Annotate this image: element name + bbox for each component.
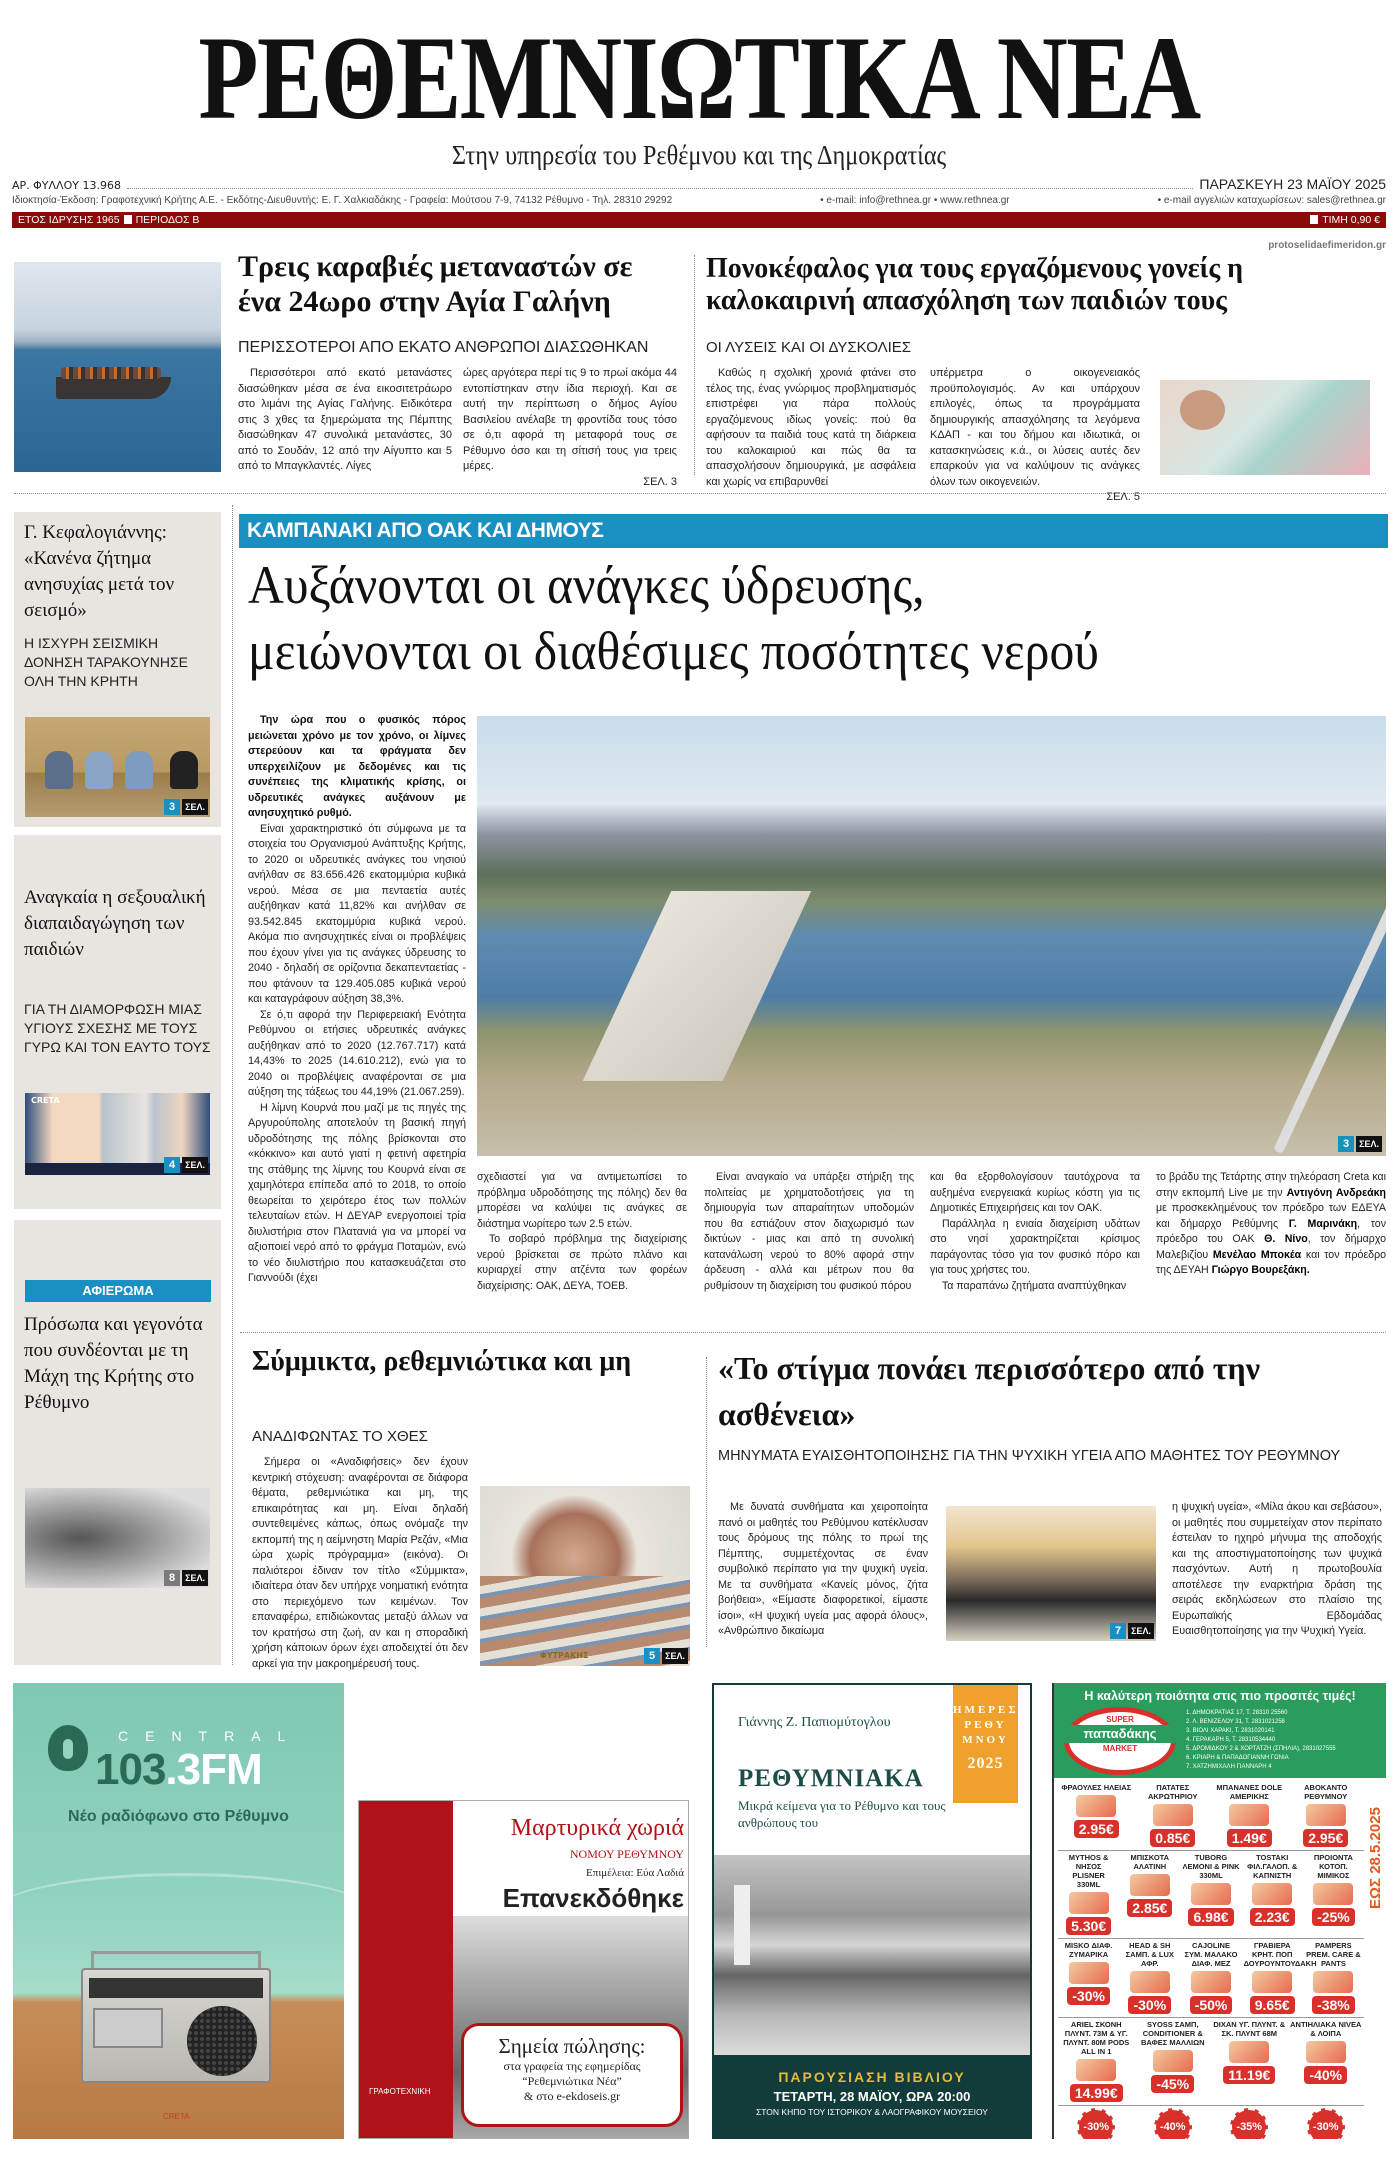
person-shape <box>125 751 153 789</box>
miscellany-headline[interactable]: Σύμμικτα, ρεθεμνιώτικα και μη <box>252 1346 632 1377</box>
product-row <box>1058 1781 1364 1851</box>
store-address: 7. ΧΑΤΖΗΜΙΧΑΛΗ ΓΙΑΝΝΑΡΗ 4 <box>1186 1764 1272 1770</box>
stigma-kicker: ΜΗΝΥΜΑΤΑ ΕΥΑΙΣΘΗΤΟΠΟΙΗΣΗΣ ΓΙΑ ΤΗΝ ΨΥΧΙΚΗ ΥΓΕΙΑ ΑΠΟ ΜΑΘΗΤΕΣ ΤΟΥ ΡΕΘΥΜΝΟΥ <box>718 1448 1341 1464</box>
discount-row <box>1058 2106 1364 2139</box>
photo-caption: ΦΥΤΡΑΚΗΣ <box>540 1651 589 1660</box>
battle-of-crete-headline[interactable]: Πρόσωπα και γεγονότα που συνδέονται με τη Μάχη της Κρήτης στο Ρέθυμνο <box>24 1314 203 1413</box>
lead-body-col2 <box>477 1170 687 1294</box>
discount-badge: -40% <box>1154 2108 1192 2139</box>
product-row <box>1058 1939 1364 2018</box>
product-price: 5.30€ <box>1066 1917 1111 1935</box>
tribute-label: ΑΦΙΕΡΩΜΑ <box>25 1280 211 1302</box>
product-row <box>1058 2018 1364 2106</box>
spacer <box>14 827 119 835</box>
product-name: ΜΠΑΝΑΝΕΣ DOLE ΑΜΕΡΙΚΗΣ <box>1216 1783 1283 1801</box>
freq-suffix: .3FM <box>165 1745 262 1794</box>
product-name: SYOSS ΣΑΜΠ, CONDITIONER & ΒΑΦΕΣ ΜΑΛΛΙΩΝ <box>1140 2020 1205 2047</box>
ads-contact-info[interactable]: • e-mail αγγελιών καταχωρίσεων: sales@rethnea.gr <box>1157 195 1386 206</box>
product-image <box>1252 1883 1292 1905</box>
migrants-body-col1 <box>238 366 452 475</box>
meeting-photo[interactable] <box>25 717 210 817</box>
supermarket-slogan: Η καλύτερη ποιότητα στις πιο προσιτές τιμές! <box>1084 1689 1356 1703</box>
stigma-body-col1 <box>718 1500 928 1640</box>
period-label: ΠΕΡΙΟΔΟΣ Β <box>135 214 200 226</box>
product-price: -40% <box>1304 2066 1347 2084</box>
page-number: 3 <box>164 799 180 815</box>
product-image <box>1313 1971 1353 1993</box>
radio-logo-icon <box>48 1725 88 1771</box>
paragraph: Περισσότεροι από εκατό μετανάστες διασώθηκαν μέσα σε ένα εικοσιτετράωρο στο λιμάνι της Αγίας Γαλήνης. Ειδικότερα στις 3 χθες τα ξημερώματα της Πέμπτης διασώθηκαν 47 συνολικά μετανάστες, 30 από το Σουδάν, 12 από την Αίγυπτο και 5 από το Μπαγκλαντές. Λίγες <box>238 367 452 472</box>
product-offer[interactable] <box>1303 1853 1364 1927</box>
page-ref-badge[interactable] <box>164 1570 208 1586</box>
radio-station-ad[interactable] <box>13 1683 344 2139</box>
event-venue: ΣΤΟΝ ΚΗΠΟ ΤΟΥ ΙΣΤΟΡΙΚΟΥ & ΛΑΟΓΡΑΦΙΚΟΥ ΜΟΥΣΕΙΟΥ <box>756 2107 988 2117</box>
product-name: ΓΡΑΒΙΕΡΑ ΚΡΗΤ. ΠΟΠ ΔΟΥΡΟΥΝΤΟΥΔΑΚΗ <box>1243 1941 1317 1968</box>
product-price: -50% <box>1190 1996 1233 2014</box>
product-offer[interactable] <box>1242 1941 1317 2015</box>
summer-kids-kicker: ΟΙ ΛΥΣΕΙΣ ΚΑΙ ΟΙ ΔΥΣΚΟΛΙΕΣ <box>706 339 912 356</box>
earthquake-kicker: Η ΙΣΧΥΡΗ ΣΕΙΣΜΙΚΗ ΔΟΝΗΣΗ ΤΑΡΑΚΟΥΝΗΣΕ ΟΛΗ ΤΗΝ ΚΡΗΤΗ <box>24 635 188 689</box>
product-price: -25% <box>1312 1908 1355 1926</box>
product-image <box>1130 1971 1170 1993</box>
newspaper-title[interactable]: ΡΕΘΕΜΝΙΩΤΙΚΑ ΝΕΑ <box>198 11 1200 144</box>
lead-body-col4 <box>930 1170 1140 1294</box>
column-divider <box>694 255 695 475</box>
reissued-label: Επανεκδόθηκε <box>502 1883 684 1913</box>
contact-info[interactable]: • e-mail: info@rethnea.gr • www.rethnea.gr <box>820 195 1010 206</box>
column-divider <box>706 1357 707 1647</box>
product-image <box>1153 1804 1193 1826</box>
lead-body-col1 <box>248 713 466 1287</box>
paragraph: και θα εξορθολογίσουν ταυτόχρονα τα αυξημένα ενεργειακά κυρίως κόστη για τις Δημοτικές Επιχειρήσεις και τον ΟΑΚ. <box>930 1171 1140 1214</box>
paragraph: Το σοβαρό πρόβλημα της διαχείρισης νερού βρίσκεται σε πρώτο πλάνο και κυριαρχεί στην ατζέντα των φορέων διαχείρισης: ΟΑΚ, ΔΕΥΑ, ΤΟΕΒ. <box>477 1233 687 1292</box>
product-name: ΑΒΟΚΑΝΤΟ ΡΕΘΥΜΝΟΥ <box>1304 1783 1348 1801</box>
kids-crafts-photo[interactable] <box>1160 380 1370 475</box>
paragraph: ώρες αργότερα περί τις 9 το πρωί ακόμα 44 εντοπίστηκαν στην ίδια περιοχή. Και σε αυτή την περίπτωση ο δήμος Αγίου Βασιλείου ανέλαβε τη φροντίδα τους τόσο σε ό,τι αφορά τη μεταφορά τους σε Ρέθυμνο όσο και τη σίτισή τους για τρεις μέρες. <box>463 367 677 472</box>
radio-tagline: Νέο ραδιόφωνο στο Ρέθυμνο <box>68 1808 289 1825</box>
dam-reservoir-photo[interactable] <box>477 716 1386 1156</box>
summer-kids-page-ref[interactable]: ΣΕΛ. 5 <box>1106 491 1140 503</box>
martyr-villages-book-ad[interactable] <box>358 1800 689 2139</box>
book-title: ΡΕΘΥΜΝΙΑΚΑ <box>738 1765 924 1792</box>
product-price: -38% <box>1312 1996 1355 2014</box>
boat-shape <box>56 377 171 399</box>
product-offer[interactable] <box>1211 2020 1288 2085</box>
product-price: 14.99€ <box>1070 2084 1123 2102</box>
product-name: HEAD & SH ΣΑΜΠ. & LUX ΑΦΡ. <box>1125 1941 1174 1968</box>
store-address: 6. ΚΡΙΑΡΗ & ΠΑΠΑΔΟΓΙΑΝΝΗ ΓΩΝΙΑ <box>1186 1755 1289 1761</box>
product-image <box>1153 2050 1193 2072</box>
old-harbor-photo <box>714 1855 1030 2055</box>
paragraph: Σε ό,τι αφορά την Περιφερειακή Ενότητα Ρεθύμνου οι ετήσιες υδρευτικές ανάγκες αυξήθηκαν από το 2020 (12.767.717) κατά 14,43% το 2025 (14.610.212), ενώ για το 2040 οι προβλέψεις αναφέρονται σε μια αύξηση της τάξεως του 44,19% (21.067.259). <box>248 1008 466 1098</box>
product-name: DIXAN ΥΓ. ΠΛΥΝΤ. & ΣΚ. ΠΛΥΝΤ 68Μ <box>1213 2020 1286 2038</box>
store-list <box>1186 1709 1382 1772</box>
student-march-photo[interactable] <box>946 1506 1156 1641</box>
issue-number: ΑΡ. ΦΥΛΛΟΥ 13.968 <box>12 179 121 192</box>
book-author: Γιάννης Ζ. Παπιομύτογλου <box>738 1715 891 1730</box>
product-offer[interactable] <box>1119 1853 1180 1918</box>
product-image <box>1191 1971 1231 1993</box>
paragraph: Είναι αναγκαίο να υπάρξει στήριξη της πολιτείας με χρηματοδοτήσεις για τη δημιουργία των απαραίτητων υποδομών που θα εστιάζουν στον διαχωρισμό των δικτύων - μιας και από τη συνολική κατανάλωση νερού το 80% αφορά στην άρδευση - αλλά και μέτρων που θα ρυθμίσουν τη διαχείριση του φυσικού πόρου <box>704 1171 914 1292</box>
sidebar-item-battle-of-crete[interactable] <box>14 1220 221 1665</box>
person-shape <box>85 751 113 789</box>
badge-line: ΜΝΟΥ <box>962 1734 1009 1746</box>
lead-kicker: ΚΑΜΠΑΝΑΚΙ ΑΠΟ ΟΑΚ ΚΑΙ ΔΗΜΟΥΣ <box>239 514 1388 548</box>
store-address: 2. Λ. ΒΕΝΙΖΕΛΟΥ 31, Τ. 2831021258 <box>1186 1719 1285 1725</box>
square-bullet-icon <box>124 215 132 224</box>
page-ref-badge[interactable] <box>1110 1623 1154 1639</box>
product-image <box>1076 2059 1116 2081</box>
lighthouse-shape <box>734 1885 750 1965</box>
battle-photo[interactable] <box>25 1488 210 1588</box>
issue-row <box>12 178 1386 192</box>
product-price: 1.49€ <box>1227 1829 1272 1847</box>
product-price: 2.85€ <box>1127 1899 1172 1917</box>
product-price: 0.85€ <box>1150 1829 1195 1847</box>
lead-headline-line2: μειώνονται οι διαθέσιμες ποσότητες νερού <box>248 621 1099 681</box>
product-price: 2.95€ <box>1074 1820 1119 1838</box>
event-title: ΠΑΡΟΥΣΙΑΣΗ ΒΙΒΛΙΟΥ <box>778 2069 966 2085</box>
migrants-page-ref[interactable]: ΣΕΛ. 3 <box>643 475 677 488</box>
lead-body-col5 <box>1156 1170 1386 1279</box>
radio-host-photo[interactable] <box>480 1486 690 1666</box>
text: και τον πρόεδρο της ΔΕΥΑΗ <box>1156 1248 1386 1276</box>
sales-title: Σημεία πώλησης: <box>498 2034 646 2058</box>
product-image <box>1313 1883 1353 1905</box>
founding-info <box>18 214 199 226</box>
page-number: 4 <box>164 1157 180 1173</box>
person-name: Αντιγόνη Ανδρεάκη <box>1286 1186 1386 1199</box>
logo-bottom: MARKET <box>1102 1744 1138 1753</box>
days-of-rethymno-badge <box>953 1685 1018 1803</box>
product-offer[interactable] <box>1211 1783 1288 1848</box>
lead-body-col3 <box>704 1170 914 1294</box>
discount-badge: -30% <box>1307 2108 1345 2139</box>
hand-shape <box>1180 390 1225 430</box>
paragraph: σχεδιαστεί για να αντιμετωπίσει το πρόβλημα υδροδότησης της πόλης) δεν θα μπορέσει να καλύψει τις ανάγκες σε διάστημα νωρίτερο των 2.5 ετών. <box>477 1171 687 1230</box>
paragraph: υπέρμετρα ο οικογενειακός προϋπολογισμός. Αν και υπάρχουν επιλογές, όπως τα προγράμματα δημιουργικής απασχόλησης τα λεγόμενα ΚΔΑΠ - και του δήμου και ιδιωτικά, οι κατασκηνώσεις κ.ά., οι λύσεις αυτές δεν επαρκούν για να καλύψουν τις ανάγκες όλων των οικογενειών. <box>930 367 1140 488</box>
price-info <box>1306 214 1380 226</box>
sales-line: “Ρεθεμνιώτικα Νέα” <box>522 2074 622 2088</box>
cassette-deck <box>93 2008 163 2048</box>
product-offer[interactable] <box>1135 1783 1212 1848</box>
dotted-rule <box>127 188 1193 189</box>
product-offer[interactable] <box>1288 2020 1365 2085</box>
logo-top: SUPER <box>1106 1715 1134 1724</box>
page-number: 3 <box>1338 1136 1354 1152</box>
person-name: Γιώργο Βουρεξάκη. <box>1211 1264 1310 1276</box>
section-divider <box>14 493 1386 494</box>
page-label: ΣΕΛ. <box>1128 1623 1154 1639</box>
page-number: 7 <box>1110 1623 1126 1639</box>
sidebar-item-sex-education[interactable] <box>14 835 221 1209</box>
sidebar-item-earthquake[interactable] <box>14 512 221 827</box>
square-bullet-icon <box>1310 215 1318 224</box>
product-price: -30% <box>1128 1996 1171 2014</box>
store-address: 1. ΔΗΜΟΚΡΑΤΙΑΣ 17, Τ. 28310 25560 <box>1186 1710 1288 1716</box>
product-offer[interactable] <box>1058 1941 1119 2006</box>
product-image <box>1191 1883 1231 1905</box>
sales-line[interactable]: & στο e-ekdoseis.gr <box>523 2089 621 2103</box>
speaker-grille <box>187 2006 257 2076</box>
event-datetime: ΤΕΤΑΡΤΗ, 28 ΜΑΪΟΥ, ΩΡΑ 20:00 <box>773 2089 971 2104</box>
text: το βράδυ της Τετάρτης στην τηλεόραση Creta και στην εκπομπή Live με την <box>1156 1171 1386 1199</box>
product-image <box>1252 1971 1292 1993</box>
product-name: TOSTAKI ΦΙΛ.ΓΑΛΟΠ. & ΚΑΠΝΙΣΤΗ <box>1247 1853 1298 1880</box>
product-image <box>1069 1962 1109 1984</box>
product-name: MISKO ΔΙΑΦ. ΖΥΜΑΡΙΚΑ <box>1064 1941 1113 1959</box>
sponsor-logo: CRETA <box>163 2112 190 2121</box>
text: , τον πρόεδρο του ΟΑΚ <box>1156 1217 1386 1245</box>
paragraph: Με δυνατά συνθήματα και χειροποίητα πανό οι μαθητές του Ρεθύμνου κατέκλυσαν τους δρόμους της πόλης το πρωί της Πέμπτης, συμμετέχοντας σε έναν συμβολικό περίπατο για την ψυχική υγεία. Με τα συνθήματα «Κανείς μόνος, ζήτα βοήθεια», «Είμαστε διαφορετικοί, είμαστε ίσοι», «Η ψυχική υγεία μας αφορά όλους», «Ανθρώπινο δικαίωμα <box>718 1501 928 1637</box>
book-editor: Επιμέλεια: Εύα Λαδιά <box>586 1867 684 1879</box>
product-price: -45% <box>1151 2075 1194 2093</box>
stigma-body-col2 <box>1172 1500 1382 1640</box>
lead-headline-line1: Αυξάνονται οι ανάγκες ύδρευσης, <box>248 555 925 615</box>
person-shape <box>45 751 73 789</box>
summer-kids-body-col2 <box>930 366 1140 506</box>
page-label: ΣΕΛ. <box>182 799 208 815</box>
miscellany-kicker: ΑΝΑΔΙΦΩΝΤΑΣ ΤΟ ΧΘΕΣ <box>252 1428 428 1445</box>
column-divider <box>232 505 233 1665</box>
page-number: 5 <box>644 1648 660 1664</box>
page-ref-badge[interactable] <box>164 1157 208 1173</box>
product-offer[interactable] <box>1058 2020 1135 2103</box>
cassette-radio-icon <box>81 1968 271 2083</box>
product-offer[interactable] <box>1288 1783 1365 1848</box>
book-title: Μαρτυρικά χωριά <box>510 1815 684 1841</box>
product-offer[interactable] <box>1135 2020 1212 2094</box>
earthquake-headline[interactable]: Γ. Κεφαλογιάννης: «Κανένα ζήτημα ανησυχίας μετά τον σεισμό» <box>24 522 175 621</box>
page-label: ΣΕΛ. <box>1356 1136 1382 1152</box>
price-label: ΤΙΜΗ 0,90 € <box>1322 214 1380 226</box>
product-offer[interactable] <box>1058 1853 1119 1936</box>
product-name: MYTHOS & ΝΗΣΟΣ PLISNER 330ML <box>1068 1853 1109 1889</box>
product-name: ARIEL ΣΚΟΝΗ ΠΛΥΝΤ. 73Μ & ΥΓ. ΠΛΥΝΤ. 80Μ PODS ALL IN 1 <box>1063 2020 1130 2056</box>
sales-line: στα γραφεία της εφημερίδας <box>503 2059 641 2073</box>
points-of-sale-box <box>461 2023 683 2127</box>
product-name: PAMPERS PREM. CARE & PANTS <box>1306 1941 1361 1968</box>
badge-line: ΗΜΕΡΕΣ <box>953 1704 1019 1716</box>
product-name: CAJOLINE ΣΥΜ. ΜΑΛΑΚΟ ΔΙΑΦ. ΜΕΖ <box>1184 1941 1238 1968</box>
store-address: 3. ΒΙΟΛΙ ΧΑΡΑΚΙ, Τ. 2831020141 <box>1186 1728 1275 1734</box>
paragraph <box>1156 1170 1386 1279</box>
migrants-headline[interactable]: Τρεις καραβιές μεταναστών σε ένα 24ωρο στην Αγία Γαλήνη <box>238 250 633 318</box>
issue-date: ΠΑΡΑΣΚΕΥΗ 23 ΜΑΪΟΥ 2025 <box>1199 176 1386 192</box>
product-name: ΦΡΑΟΥΛΕΣ ΗΛΕΙΑΣ <box>1061 1783 1132 1792</box>
road-shape <box>1273 878 1386 1154</box>
person-name: Μενέλαο Μποκέα <box>1212 1248 1302 1261</box>
product-offer[interactable] <box>1180 1941 1241 2015</box>
page-ref-badge[interactable] <box>644 1648 688 1664</box>
person-name: Γ. Μαρινάκη <box>1288 1217 1358 1230</box>
radio-brand: CENTRAL <box>118 1728 303 1744</box>
product-image <box>1229 2041 1269 2063</box>
supermarket-logo <box>1064 1707 1176 1775</box>
product-price: 6.98€ <box>1188 1908 1233 1926</box>
product-image <box>1076 1795 1116 1817</box>
product-image <box>1130 1874 1170 1896</box>
product-image <box>1306 2041 1346 2063</box>
founded-year: ΕΤΟΣ ΙΔΡΥΣΗΣ 1965 <box>18 214 120 226</box>
source-credit: protoselidaefimeridon.gr <box>1268 240 1386 251</box>
sex-education-kicker: ΓΙΑ ΤΗ ΔΙΑΜΟΡΦΩΣΗ ΜΙΑΣ ΥΓΙΟΥΣ ΣΧΕΣΗΣ ΜΕ ΤΟΥΣ ΓΥΡΩ ΚΑΙ ΤΟΝ ΕΑΥΤΟ ΤΟΥΣ <box>24 1001 211 1055</box>
freq-number: 103 <box>95 1745 166 1794</box>
product-offer[interactable] <box>1303 1941 1364 2015</box>
store-address: 5. ΔΡΟΜΙΔΚΟΥ 2 & ΧΟΡΤΑΤΖΗ (ΣΠΗΛΙΑ), 2831027555 <box>1186 1746 1336 1752</box>
tv-show-screenshot[interactable] <box>25 1093 210 1175</box>
product-price: 2.95€ <box>1303 1829 1348 1847</box>
page-label: ΣΕΛ. <box>662 1648 688 1664</box>
ownership-info: Ιδιοκτησία-Έκδοση: Γραφοτεχνική Κρήτης Α.Ε. - Εκδότης-Διευθυντής: Ε. Γ. Χαλκιαδάκης - Γραφεία: Μούτσου 7-9, 74132 Ρέθυμνο - Τηλ. 28310 29292 <box>12 195 673 206</box>
text: με προσκεκλημένους τον πρόεδρο των ΕΔΕΥΑ και δήμαρχο Ρεθύμνης <box>1156 1202 1386 1230</box>
product-price: 2.23€ <box>1250 1908 1295 1926</box>
product-name: ΜΠΙΣΚΟΤΑ ΑΛΑΤΙΝΗ <box>1130 1853 1170 1871</box>
supermarket-ad[interactable] <box>1052 1683 1386 2139</box>
migrant-boat-photo[interactable] <box>14 262 221 472</box>
product-image <box>1069 1892 1109 1914</box>
paragraph: Καθώς η σχολική χρονιά φτάνει στο τέλος της, ένας γνώριμος προβληματισμός επιστρέφει για πάρα πολλούς εργαζόμενους ιδίως γονείς: πού θα αφήσουν τα παιδιά τους κατά τη διάρκεια του καλοκαιριού και πώς θα τα απασχολήσουν δημιουργικά, με ασφάλεια και χωρίς να επιβαρυνθεί <box>706 367 916 488</box>
migrants-kicker: ΠΕΡΙΣΣΟΤΕΡΟΙ ΑΠΟ ΕΚΑΤΟ ΑΝΘΡΩΠΟΙ ΔΙΑΣΩΘΗΚΑΝ <box>238 339 649 356</box>
stigma-headline[interactable]: «Το στίγμα πονάει περισσότερο από την ασθένεια» <box>718 1350 1260 1432</box>
event-details <box>714 2055 1030 2139</box>
discount-badge: -35% <box>1230 2108 1268 2139</box>
product-name: ΠΑΤΑΤΕΣ ΑΚΡΩΤΗΡΙΟΥ <box>1147 1783 1198 1801</box>
product-price: 11.19€ <box>1223 2066 1275 2084</box>
section-divider <box>240 1332 1386 1333</box>
miscellany-body <box>252 1455 468 1672</box>
logo-name: παπαδάκης <box>1059 1725 1181 1743</box>
radio-frequency <box>95 1745 262 1795</box>
tuner-panel <box>89 1978 263 1998</box>
page-number: 8 <box>164 1570 180 1586</box>
sex-education-headline[interactable]: Αναγκαία η σεξουαλική διαπαιδαγώγηση των παιδιών <box>24 887 206 960</box>
lead-intro: Την ώρα που ο φυσικός πόρος μειώνεται χρόνο με τον χρόνο, οι λίμνες στερεύουν και τα φράγματα δεν υπερχειλίζουν με δεδομένες και τις συνέπειες της κλιματικής κρίσης, οι υδρευτικές ανάγκες αυξάνουν με ανησυχητικό ρυθμό. <box>248 714 466 819</box>
page-label: ΣΕΛ. <box>182 1570 208 1586</box>
product-name: TUBORG ΛΕΜΟΝΙ & PINK 330ML <box>1182 1853 1240 1880</box>
paragraph: Τα παραπάνω ζητήματα αναπτύχθηκαν <box>942 1279 1127 1292</box>
person-shape <box>170 751 198 789</box>
summer-kids-headline[interactable]: Πονοκέφαλος για τους εργαζόμενους γονείς η καλοκαιρινή απασχόληση των παιδιών τους <box>706 253 1244 317</box>
newspaper-tagline: Στην υπηρεσία του Ρεθέμνου και της Δημοκρατίας <box>451 140 947 170</box>
store-address: 4. ΓΕΡΑΚΑΡΗ 5, Τ. 28310534440 <box>1186 1737 1276 1743</box>
paragraph: η ψυχική υγεία», «Μίλα άκου και σεβάσου», οι μαθητές που συμμετείχαν στον περίπατο έστειλαν το ηχηρό μήνυμα της αποδοχής και της αποστιγματοποίησης των ψυχικά πασχόντων. Αυτή η πρωτοβουλία αποτέλεσε την εναρκτήρια δράση της σειράς εκδηλώσεων στο πλαίσιο της Ευρωπαϊκής Εβδομάδας Ευαισθητοποίησης για την Ψυχική Υγεία. <box>1172 1501 1382 1637</box>
tv-channel-logo: CRETA <box>31 1096 60 1105</box>
masthead <box>0 0 1398 232</box>
product-grid <box>1058 1781 1364 2137</box>
spacer <box>14 1209 119 1220</box>
paragraph: Η λίμνη Κουρνά που μαζί με τις πηγές της Αργυρούπολης αποτελούν τη βασική πηγή υδροδότησης της πόλης βρίσκονται στο «κόκκινο» και αυτό γιατί η φετινή αφετηρία της στάθμης της λίμνης του Κουρνά είναι σε χαμηλότερα επίπεδα από το 2018, το οποίο θεωρείται το χειρότερο έτος των πολλών τελευταίων ετών. Η ΔΕΥΑΡ ενεργοποιεί τρία διυλιστήρια στον Πλατανιά για να μπορεί να αξιοποιεί νερό από το φράγμα Ποταμών, ενώ το νέο διυλιστήριο που κατασκευάζεται στο Γιαννούδι (έχει <box>248 1101 466 1284</box>
product-offer[interactable] <box>1242 1853 1303 1927</box>
product-image <box>1306 1804 1346 1826</box>
product-price: 9.65€ <box>1250 1996 1295 2014</box>
publisher-logo: ΓΡΑΦΟΤΕΧΝΙΚΗ <box>369 2087 431 2096</box>
paragraph: Παράλληλα η ενιαία διαχείριση υδάτων στο νησί χαρακτηρίζεται κρίσιμος παράγοντας τόσο για τον φυσικό πόρο και για τους χρήστες του. <box>930 1217 1140 1276</box>
product-offer[interactable] <box>1058 1783 1135 1839</box>
product-image <box>1229 1804 1269 1826</box>
book-subtitle: ΝΟΜΟΥ ΡΕΘΥΜΝΟΥ <box>569 1847 684 1861</box>
summer-kids-body-col1 <box>706 366 916 490</box>
founding-bar <box>12 212 1386 228</box>
page-ref-badge[interactable] <box>164 799 208 815</box>
product-row <box>1058 1851 1364 1939</box>
badge-year: 2025 <box>967 1755 1004 1772</box>
product-offer[interactable] <box>1119 1941 1180 2015</box>
publisher-info-row <box>12 195 1386 206</box>
offer-valid-until: ΕΩΣ 28.5.2025 <box>1367 1807 1384 1909</box>
rethymniaka-book-presentation-ad[interactable] <box>712 1683 1032 2139</box>
badge-line: ΡΕΘΥ <box>964 1719 1007 1731</box>
person-name: Θ. Νίνο <box>1264 1233 1308 1245</box>
text: , τον δήμαρχο Μαλεβιζίου <box>1156 1233 1386 1261</box>
dam-shape <box>583 891 812 1081</box>
lead-headline[interactable] <box>248 552 1306 684</box>
page-label: ΣΕΛ. <box>182 1157 208 1173</box>
product-offer[interactable] <box>1180 1853 1241 1927</box>
product-name: ΑΝΤΙΗΛΙΑΚΑ NIVEA & ΛΟΙΠΑ <box>1290 2020 1362 2038</box>
discount-badge: -30% <box>1077 2108 1115 2139</box>
migrants-body-col2 <box>463 366 677 490</box>
wave-decoration <box>13 1873 344 1953</box>
product-name: ΠΡΟΙΟΝΤΑ ΚΟΤΟΠ. ΜΙΜΙΚΟΣ <box>1313 1853 1353 1880</box>
product-price: -30% <box>1067 1987 1110 2005</box>
radio-handle <box>91 1951 261 1969</box>
paragraph: Είναι χαρακτηριστικό ότι σύμφωνα με τα στοιχεία του Οργανισμού Ανάπτυξης Κρήτης, το 2020 οι υδρευτικές ανάγκες του νησιού ανήλθαν σε 83.656.426 εκατομμύρια κυβικά νερού. Μέσα σε μια πενταετία αυτές αυξήθηκαν κατά 11,82% και ανήλθαν σε 93.542.845 εκατομμύρια κυβικά νερού. Ακόμα πιο ανησυχητικές είναι οι προβλέψεις που έχουν γίνει για τις ανάγκες ύδρευσης το 2040 - δηλαδή σε ορίζοντια δεκαπενταετίας - που φτάνουν τα 129.405.085 κυβικά νερού και καταγράφουν αύξηση 38,3%. <box>248 822 466 1005</box>
paragraph: Σήμερα οι «Αναδιφήσεις» δεν έχουν κεντρική στόχευση: αναφέρονται σε διάφορα θέματα, ρεθεμνιώτικα και μη, της επικαιρότητας και μη. Είναι δηλαδή συντεθειμένες κάπως, όπως ονόμαζε την εκπομπή της η αείμνηστη Μαρία Ρεζάν, «Μια ώρα χωρίς πρόγραμμα» (εικόνα). Οι παλιότεροι έδιναν τον τίτλο «Σύμμικτα», ιδιαίτερα όταν δεν υπήρχε νοηματική ενότητα στο περιεχόμενο των κειμένων. Τον επαναφέρω, επιδιώκοντας μεταξύ άλλων να τον κρατήσω στη ζωή, αν και η σποραδική χρήση κάποιων όρων έχει αποδειχτεί ότι δεν αρκεί για την μακροημέρευσή τους. <box>252 1456 468 1670</box>
book-description: Μικρά κείμενα για το Ρέθυμνο και τους ανθρώπους του <box>738 1798 946 1830</box>
page-ref-badge[interactable] <box>1338 1136 1382 1152</box>
